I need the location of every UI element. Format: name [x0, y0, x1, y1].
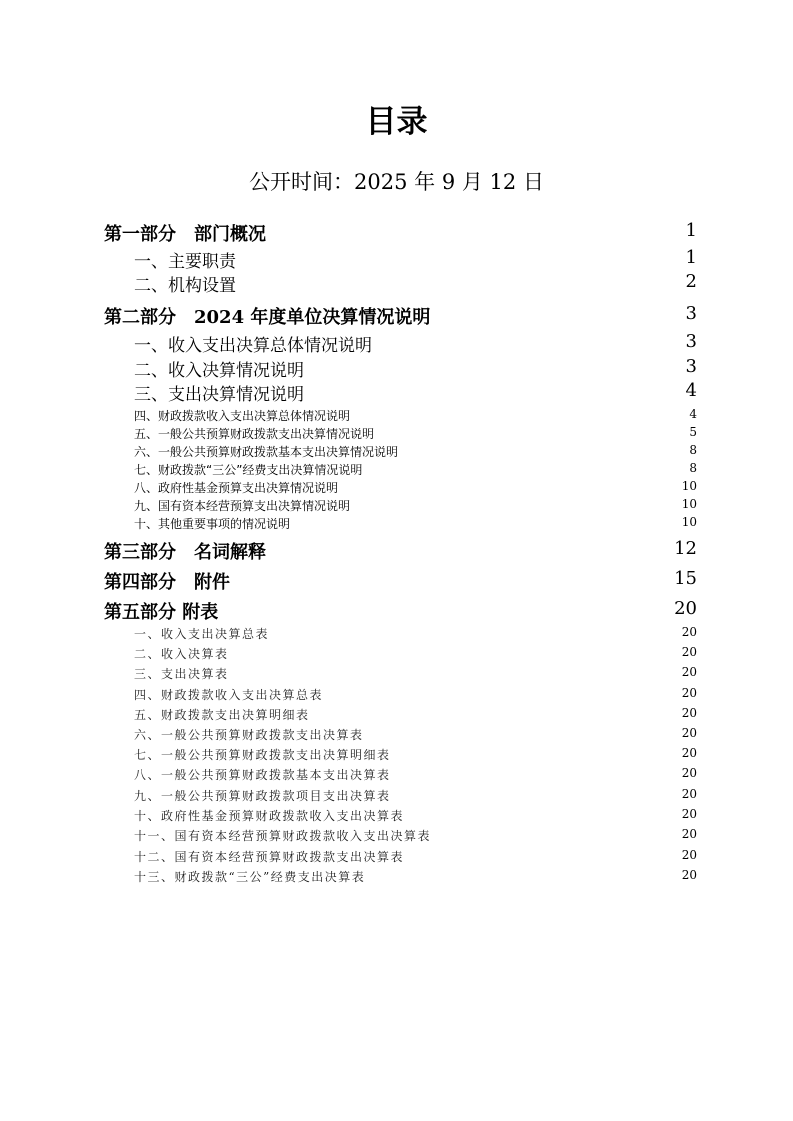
- toc-entry-label: 十、政府性基金预算财政拨款收入支出决算表: [134, 809, 405, 823]
- toc-entry[interactable]: [0, 247, 793, 271]
- toc-entry-label: 第二部分 2024 年度单位决算情况说明: [104, 307, 431, 328]
- toc-entry-label: 十、其他重要事项的情况说明: [134, 517, 291, 531]
- toc-entry-page: 20: [681, 686, 697, 700]
- toc-entry-label: 三、支出决算表: [134, 667, 229, 681]
- toc-entry[interactable]: [0, 380, 793, 404]
- toc-entry-label: 第三部分 名词解释: [104, 542, 266, 563]
- toc-entry-page: 20: [681, 645, 697, 659]
- toc-entry-label: 四、财政拨款收入支出决算总体情况说明: [134, 409, 351, 423]
- toc-entry-page: 1: [685, 247, 697, 268]
- toc-entry-page: 20: [681, 848, 697, 862]
- toc-entry-page: 12: [674, 538, 697, 559]
- toc-entry-label: 十一、国有资本经营预算财政拨款收入支出决算表: [134, 829, 432, 843]
- toc-entry-page: 20: [681, 868, 697, 882]
- toc-entry-page: 1: [685, 220, 697, 241]
- toc-entry-label: 六、一般公共预算财政拨款基本支出决算情况说明: [134, 445, 399, 459]
- toc-entry-label: 七、一般公共预算财政拨款支出决算明细表: [134, 748, 391, 762]
- toc-entry-label: 八、政府性基金预算支出决算情况说明: [134, 481, 339, 495]
- toc-entry[interactable]: [0, 271, 793, 295]
- toc-entry-page: 20: [681, 746, 697, 760]
- page-title: 目录: [365, 104, 428, 140]
- toc-entry-page: 20: [681, 726, 697, 740]
- toc-entry-page: 20: [681, 807, 697, 821]
- toc-entry-label: 八、一般公共预算财政拨款基本支出决算表: [134, 768, 391, 782]
- toc-entry-page: 8: [689, 461, 697, 475]
- toc-entry-page: 3: [685, 331, 697, 352]
- toc-entry-label: 九、国有资本经营预算支出决算情况说明: [134, 499, 351, 513]
- publish-date: 公开时间：2025 年 9 月 12 日: [249, 170, 544, 194]
- toc-entry-page: 4: [689, 407, 697, 421]
- toc-entry-page: 20: [681, 665, 697, 679]
- toc-entry-label: 第五部分 附表: [104, 602, 219, 623]
- toc-entry-page: 20: [681, 827, 697, 841]
- toc-entry[interactable]: [0, 220, 793, 244]
- toc-entry-label: 四、财政拨款收入支出决算总表: [134, 688, 324, 702]
- toc-entry-label: 二、收入决算表: [134, 647, 229, 661]
- toc-entry-label: 九、一般公共预算财政拨款项目支出决算表: [134, 789, 391, 803]
- toc-entry-page: 10: [681, 515, 697, 529]
- toc-entry[interactable]: [0, 512, 793, 536]
- toc-entry-page: 5: [689, 425, 697, 439]
- toc-entry[interactable]: [0, 331, 793, 355]
- toc-entry-page: 3: [685, 356, 697, 377]
- toc-entry-label: 一、主要职责: [134, 252, 236, 272]
- toc-entry-page: 20: [681, 766, 697, 780]
- toc-entry-page: 8: [689, 443, 697, 457]
- toc-entry-page: 4: [685, 380, 697, 401]
- toc-entry-label: 六、一般公共预算财政拨款支出决算表: [134, 728, 364, 742]
- toc-entry-label: 第一部分 部门概况: [104, 224, 266, 245]
- toc-entry-label: 第四部分 附件: [104, 572, 230, 593]
- toc-entry-label: 一、收入支出决算总体情况说明: [134, 336, 372, 356]
- toc-entry[interactable]: [0, 598, 793, 622]
- toc-entry-page: 15: [674, 568, 697, 589]
- toc-entry[interactable]: [0, 865, 793, 889]
- toc-entry-page: 20: [674, 598, 697, 619]
- toc-entry[interactable]: [0, 356, 793, 380]
- toc-entry-label: 十二、国有资本经营预算财政拨款支出决算表: [134, 850, 405, 864]
- toc-entry-page: 3: [685, 303, 697, 324]
- toc-entry-label: 三、支出决算情况说明: [134, 385, 304, 405]
- toc-entry-page: 20: [681, 787, 697, 801]
- toc-entry-page: 20: [681, 625, 697, 639]
- toc-entry[interactable]: [0, 303, 793, 327]
- toc-entry-label: 五、一般公共预算财政拨款支出决算情况说明: [134, 427, 375, 441]
- toc-entry-label: 二、收入决算情况说明: [134, 361, 304, 381]
- toc-entry-label: 七、财政拨款“三公”经费支出决算情况说明: [134, 463, 363, 477]
- toc-entry[interactable]: [0, 568, 793, 592]
- toc-entry-page: 10: [681, 497, 697, 511]
- toc-entry-page: 2: [685, 271, 697, 292]
- toc-entry-label: 二、机构设置: [134, 276, 236, 296]
- toc-entry-label: 一、收入支出决算总表: [134, 627, 270, 641]
- toc-entry-page: 10: [681, 479, 697, 493]
- toc-entry[interactable]: [0, 538, 793, 562]
- toc-entry-label: 十三、财政拨款“三公”经费支出决算表: [134, 870, 366, 884]
- toc-entry-label: 五、财政拨款支出决算明细表: [134, 708, 310, 722]
- toc-entry-page: 20: [681, 706, 697, 720]
